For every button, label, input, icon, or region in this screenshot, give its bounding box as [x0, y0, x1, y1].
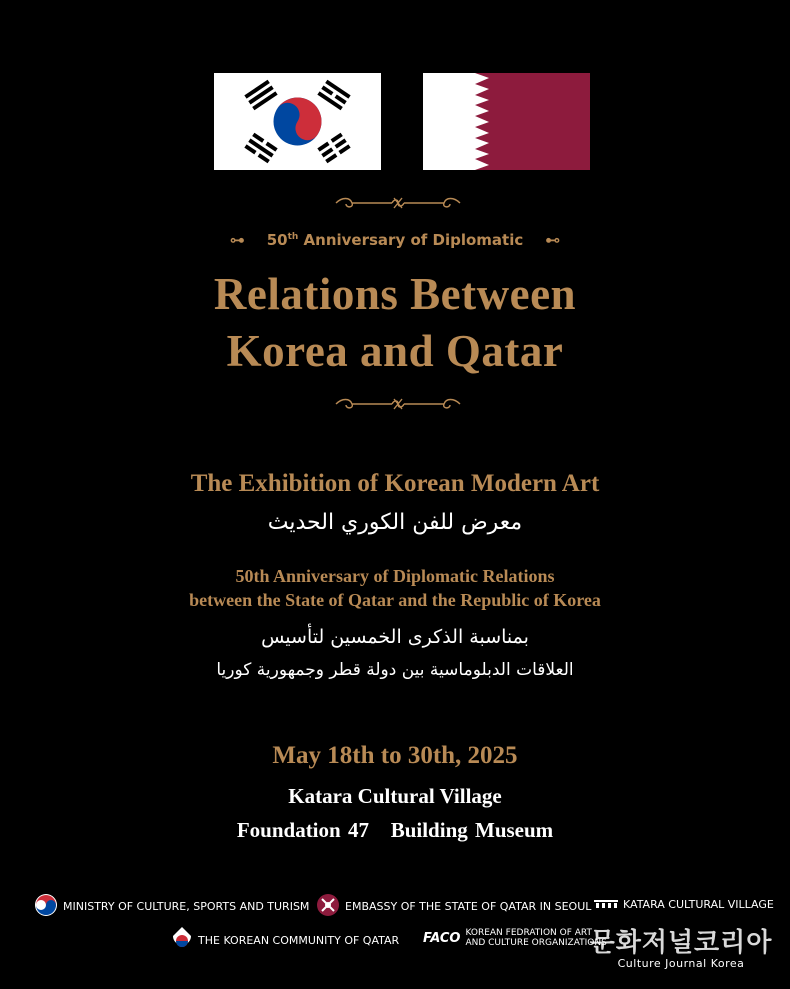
- watermark-korean: 문화저널코리아: [589, 928, 773, 958]
- ornament-top: [332, 195, 464, 211]
- ornament-bottom: [332, 396, 464, 412]
- subtitle-line: [0, 231, 790, 249]
- community-label: THE KOREAN COMMUNITY OF QATAR: [198, 934, 400, 947]
- faco-wordmark: FACO: [423, 930, 461, 946]
- qatar-emblem-icon: [316, 893, 340, 920]
- faco-label-line-2: AND CULTURE ORGANIZATIONS: [465, 938, 607, 948]
- faco-label-line-1: KOREAN FEDRATION OF ART: [465, 928, 592, 938]
- watermark-english: Culture Journal Korea: [617, 957, 745, 970]
- exhibition-title-ar: معرض للفن الكوري الحديث: [267, 510, 523, 535]
- relations-en-line-2: between the State of Qatar and the Republic of Korea: [189, 590, 601, 610]
- culture-journal-watermark: [586, 922, 776, 970]
- title-line-1: Relations Between: [213, 269, 577, 319]
- subtitle-right-ornament: ⊷: [545, 231, 561, 249]
- venue-line-1: Katara Cultural Village: [288, 784, 502, 808]
- relations-en-line-1: 50th Anniversary of Diplomatic Relations: [235, 566, 555, 586]
- relations-ar-line-1: بمناسبة الذكرى الخمسين لتأسيس: [261, 626, 529, 648]
- qatar-flag: [423, 73, 590, 170]
- relations-ar-line-2: العلاقات الدبلوماسية بين دولة قطر وجمهورية كوريا: [216, 660, 574, 680]
- faco-logo: [423, 928, 607, 948]
- katara-label: KATARA CULTURAL VILLAGE: [623, 898, 774, 911]
- ministry-emblem-icon: [34, 893, 58, 920]
- embassy-label: EMBASSY OF THE STATE OF QATAR IN SEOUL: [345, 900, 592, 913]
- subtitle-left-ornament: ⊶: [229, 231, 245, 249]
- korea-flag: [214, 73, 381, 170]
- event-dates: May 18th to 30th, 2025: [272, 742, 518, 769]
- venue-line-2: Foundation 47 Building Museum: [236, 818, 554, 842]
- subtitle-sup: th: [287, 232, 299, 242]
- katara-logo: [594, 897, 774, 912]
- community-emblem-icon: [171, 926, 193, 955]
- subtitle-text: Anniversary of Diplomatic: [298, 231, 524, 249]
- subtitle-number: 50: [266, 231, 288, 249]
- embassy-logo: [316, 893, 591, 920]
- katara-emblem-icon: [594, 897, 618, 912]
- community-logo: [171, 926, 399, 955]
- title-line-2: Korea and Qatar: [226, 326, 564, 376]
- ministry-logo: [34, 893, 309, 920]
- exhibition-title-en: The Exhibition of Korean Modern Art: [190, 470, 600, 497]
- ministry-label: MINISTRY OF CULTURE, SPORTS AND TURISM: [63, 900, 310, 913]
